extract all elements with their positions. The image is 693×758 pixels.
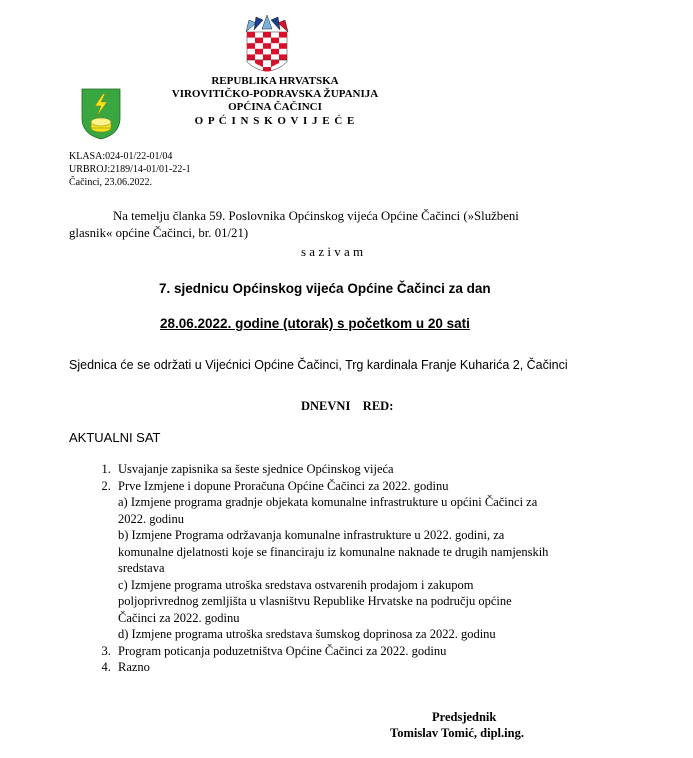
intro-line-2: glasnik« općine Čačinci, br. 01/21) — [69, 226, 249, 240]
agenda-subitem-b-line-3: sredstava — [118, 561, 165, 575]
header-council: O P Ć I N S K O V I J E Ć E — [194, 115, 356, 127]
venue-text: Sjednica će se održati u Vijećnici Općine Čačinci, Trg kardinala Franje Kuharića 2, Čačinci — [69, 358, 568, 372]
agenda-item — [114, 643, 634, 660]
agenda-subitem-a-line-1: a) Izmjene programa gradnje objekata komunalne infrastrukture u općini Čačinci za — [118, 495, 538, 509]
urbroj-text: URBROJ:2189/14-01/01-22-1 — [69, 164, 191, 175]
croatian-coat-of-arms-icon — [244, 14, 290, 76]
agenda-item-1-text: Usvajanje zapisnika sa šeste sjednice Općinskog vijeća — [118, 462, 394, 476]
header-county: VIROVITIČKO-PODRAVSKA ŽUPANIJA — [171, 88, 379, 100]
agenda-item — [114, 461, 634, 478]
agenda-list — [86, 461, 634, 676]
agenda-subitem-c-line-1: c) Izmjene programa utroška sredstava ostvarenih prodajom i zakupom — [118, 577, 474, 592]
agenda-heading: DNEVNI RED: — [301, 399, 394, 413]
session-title: 7. sjednicu Općinskog vijeća Općine Čačinci za dan — [159, 281, 491, 296]
agenda-subitem-b-line-2: komunalne djelatnosti koje se financiraju iz komunalne naknade te drugih namjenskih — [118, 544, 549, 559]
aktualni-sat-heading: AKTUALNI SAT — [69, 430, 161, 445]
agenda-item-4-text: Razno — [118, 660, 150, 674]
municipal-coat-of-arms-icon — [81, 88, 121, 140]
agenda-subitem-c-line-3: Čačinci za 2022. godinu — [118, 610, 240, 625]
agenda-item — [114, 478, 634, 643]
place-date-text: Čačinci, 23.06.2022. — [69, 177, 153, 188]
agenda-item-2-text: Prve Izmjene i dopune Proračuna Općine Čačinci za 2022. godinu — [118, 478, 449, 493]
agenda-item — [114, 659, 634, 676]
agenda-subitem-b-line-1: b) Izmjene Programa održavanja komunalne infrastrukture u 2022. godini, za — [118, 528, 505, 542]
klasa-text: KLASA:024-01/22-01/04 — [69, 151, 173, 162]
session-date: 28.06.2022. godine (utorak) s početkom u 20 sati — [160, 316, 470, 331]
header-republic: REPUBLIKA HRVATSKA — [211, 75, 339, 87]
signature-title: Predsjednik — [432, 710, 497, 724]
agenda-subitem-a-line-2: 2022. godinu — [118, 511, 184, 526]
header-municipality: OPĆINA ČAČINCI — [228, 101, 322, 113]
agenda-subitem-d: d) Izmjene programa utroška sredstava šumskog doprinosa za 2022. godinu — [118, 627, 496, 641]
agenda-subitem-c-line-2: poljoprivrednog zemljišta u vlasništvu Republike Hrvatske na području općine — [118, 594, 512, 608]
signature-name: Tomislav Tomić, dipl.ing. — [390, 726, 524, 740]
sazivam-text: s a z i v a m — [301, 244, 364, 259]
intro-line-1: Na temelju članka 59. Poslovnika Općinskog vijeća Općine Čačinci (»Službeni — [113, 209, 519, 223]
agenda-item-3-text: Program poticanja poduzetništva Općine Čačinci za 2022. godinu — [118, 643, 447, 658]
